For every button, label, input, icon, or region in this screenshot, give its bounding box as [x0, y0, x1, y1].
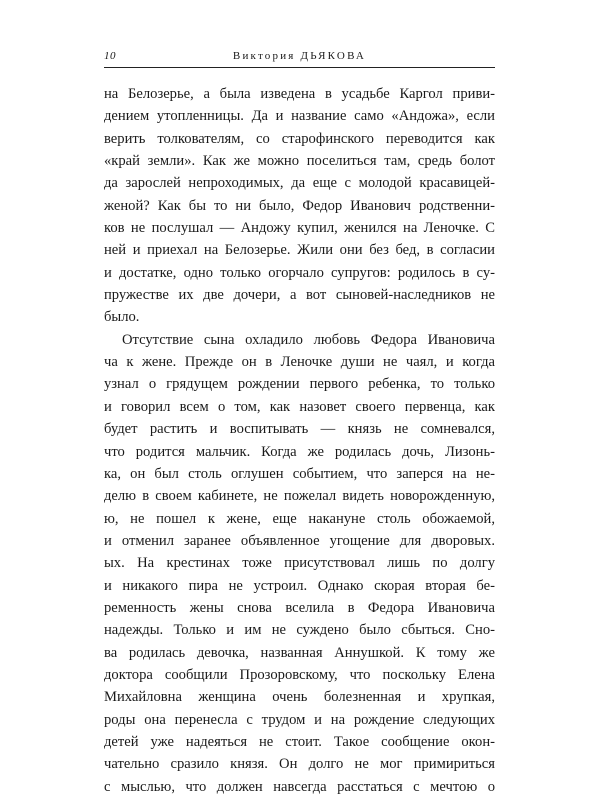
text-line: пружестве их две дочери, а вот сыновей-наследников не — [104, 287, 495, 304]
running-head: Виктория ДЬЯКОВА — [232, 50, 367, 62]
text-line: на Белозерье, а была изведена в усадьбе Каргол приви- — [104, 86, 495, 102]
text-line: «край земли». Как же можно поселиться там, средь болот — [104, 153, 495, 170]
text-line: ю, не пошел к жене, еще накануне столь обожаемой, — [104, 510, 495, 527]
text-line: делю в своем кабинете, не пожелал видеть новорожденную, — [104, 488, 495, 505]
text-line: ков не послушал — Андожу купил, женился на Леночке. С — [104, 220, 495, 237]
text-line: надежды. Только и им не суждено было сбыться. Сно- — [104, 622, 495, 639]
text-line: да зарослей непроходимых, да еще с молодой красавицей- — [104, 175, 495, 192]
text-line: доктора сообщили Прозоровскому, что поскольку Елена — [104, 666, 495, 683]
text-line: детей уже надеяться не стоит. Такое сообщение окон- — [104, 733, 495, 750]
body-text — [104, 83, 495, 798]
text-line: и достатке, одно только огорчало супругов: родилось в су- — [104, 264, 495, 281]
text-line: ча к жене. Прежде он в Леночке души не чаял, и когда — [104, 354, 495, 371]
text-line: с мыслью, что должен навсегда расстаться с мечтою о — [104, 778, 495, 795]
text-line: ременность жены снова вселила в Федора Ивановича — [104, 599, 495, 616]
text-line: будет растить и воспитывать — князь не сомневался, — [104, 421, 495, 438]
text-line: Отсутствие сына охладило любовь Федора Ивановича — [122, 331, 495, 348]
text-line: и никакого пира не устроил. Однако скорая вторая бе- — [104, 577, 495, 594]
text-line: верить толкователям, со старофинского переводится как — [104, 130, 495, 147]
text-line: что родится мальчик. Когда же родилась дочь, Лизонь- — [104, 443, 495, 460]
text-line: узнал о грядущем рождении первого ребенка, то только — [104, 376, 495, 393]
text-line: Михайловна женщина очень болезненная и хрупкая, — [104, 689, 495, 706]
text-line: и говорил всем о том, как назовет своего первенца, как — [104, 398, 495, 415]
header-rule — [104, 67, 495, 68]
text-line: ней и приехал на Белозерье. Жили они без бед, в согласии — [104, 242, 495, 259]
text-line: ва родилась девочка, названная Аннушкой. К тому же — [104, 644, 495, 661]
text-line: ка, он был столь оглушен событием, что заперся на не- — [104, 465, 495, 482]
text-line: роды она перенесла с трудом и на рождение следующих — [104, 711, 495, 728]
page-number: 10 — [104, 50, 116, 62]
text-line: чательно сразило князя. Он долго не мог примириться — [104, 756, 495, 773]
text-line: и отменил заранее объявленное угощение для дворовых. — [104, 532, 495, 549]
text-line: дением утопленницы. Да и название само «Андожа», если — [104, 108, 495, 125]
text-line: было. — [104, 309, 140, 326]
text-line: женой? Как бы то ни было, Федор Иванович родственни- — [104, 197, 495, 214]
text-line: ых. На крестинах тоже присутствовал лишь по долгу — [104, 555, 495, 572]
